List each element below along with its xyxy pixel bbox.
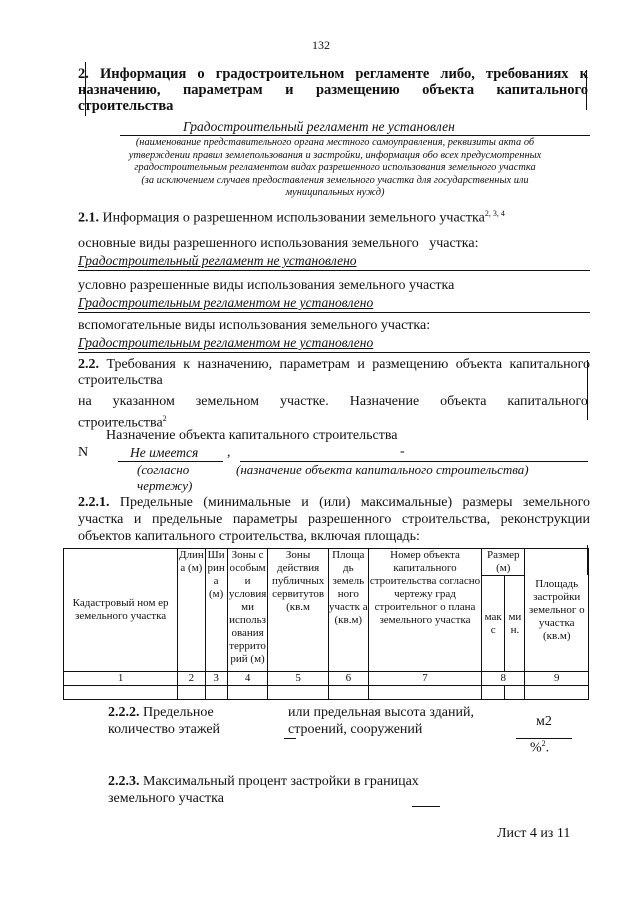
column-number: 9 — [525, 672, 589, 686]
page-number: 132 — [312, 38, 330, 52]
main-use-label: основные виды разрешенного использования земельного участка: — [78, 236, 479, 251]
column-number: 1 — [64, 672, 178, 686]
column-number: 6 — [328, 672, 368, 686]
col-header-length: Длин а (м) — [178, 549, 205, 672]
section-2-title-line3: строительства — [78, 98, 174, 114]
conditional-use-line — [78, 312, 590, 313]
section-2-2-word: на — [78, 394, 92, 409]
section-2-1-heading: 2.1. Информация о разрешенном использовании земельного участка$^{2, 3, 4}$ — [78, 209, 505, 226]
note-left: (согласно чертежу) — [137, 462, 193, 493]
n-comma: , — [227, 445, 231, 460]
section-2-2-word: капитального — [507, 394, 588, 409]
auxiliary-use-label: вспомогательные виды использования земельного участка: — [78, 318, 431, 333]
section-2-2-3-label: 2.2.3. Максимальный процент застройки в границах земельного участка — [108, 774, 419, 806]
percent-value-line — [412, 806, 440, 807]
column-number: 7 — [368, 672, 481, 686]
col-header-area: Площа дь земель ного участк а (кв.м) — [328, 549, 368, 672]
sheet-counter: Лист 4 из 11 — [497, 826, 571, 841]
col-header-max: мак с — [482, 576, 505, 672]
conditional-use-value: Градостроительным регламентом не установлено — [78, 295, 374, 310]
col-header-min: ми н. — [505, 576, 525, 672]
regulation-caption: (наименование представительного органа местного самоуправления, реквизиты акта об утверждении правил землепользования и застройки, информация обо всех предусмотренных градостроительным регламентом видах разрешенного использования земельного участка (за исключением случаев предоставления земельного участка для государственных или муниципальных нужд) — [128, 137, 542, 199]
col-header-width: Ши рин а (м) — [205, 549, 227, 672]
section-2-2-word: Назначение — [349, 394, 420, 409]
parameters-table — [63, 548, 589, 700]
col-header-object-number: Номер объекта капитального строительства согласно чертежу град строительног о плана земельного участка — [368, 549, 481, 672]
n-label: N — [78, 445, 89, 460]
section-2-2-2-middle: или предельная высота зданий, строений, сооружений — [288, 705, 474, 737]
unit-m2: м2 — [536, 714, 552, 729]
col-header-cadastral: Кадастровый ном ер земельного участка — [64, 549, 178, 672]
height-underline — [284, 738, 296, 739]
section-2-2-text: на указанном земельном участке. Назначение объекта капитального строительства$^2$ — [78, 394, 588, 431]
section-2-2-heading: 2.2. Требования к назначению, параметрам и размещению объекта капитального строительства — [78, 357, 590, 388]
section-2-2-word: земельном — [195, 394, 260, 409]
col-header-built-area: Площадь застройки земельног о участка (кв.м) — [525, 549, 589, 672]
column-number: 8 — [482, 672, 525, 686]
col-header-zones: Зоны с особым и условия ми использ ования террито рий (м) — [227, 549, 268, 672]
col-header-size: Размер (м) — [482, 549, 525, 576]
main-use-line — [78, 270, 590, 271]
auxiliary-use-value: Градостроительным регламентом не установлено — [78, 335, 374, 350]
regulation-value: Градостроительный регламент не установлен — [183, 119, 455, 134]
section-2-number: 2. — [78, 66, 89, 82]
footnote-ref: 2, 3, 4 — [484, 209, 505, 218]
conditional-use-label: условно разрешенные виды использования земельного участка — [78, 278, 455, 293]
column-number: 3 — [205, 672, 227, 686]
section-2-2-word: указанном — [112, 394, 175, 409]
col-header-servitude: Зоны действия публичных сервитутов (кв.м — [268, 549, 328, 672]
purpose-dash: - — [400, 444, 405, 459]
column-number: 5 — [268, 672, 328, 686]
main-use-value: Градостроительный регламент не установлено — [78, 253, 357, 268]
column-number: 4 — [227, 672, 268, 686]
purpose-heading: Назначение объекта капитального строительства — [106, 428, 398, 443]
regulation-underline — [120, 135, 590, 136]
section-2-2-word: объекта — [440, 394, 487, 409]
note-right: (назначение объекта капитального строительства) — [236, 462, 529, 477]
unit-percent: %$^2$. — [530, 739, 550, 756]
section-2-2-2-label: 2.2.2. Предельное количество этажей — [108, 705, 221, 737]
n-value: Не имеется — [130, 445, 199, 460]
footnote-ref: 2 — [162, 414, 167, 423]
section-2-title-line2: назначению, параметрам и размещению объекта капитального — [78, 82, 588, 98]
section-2-2-word: участке. — [279, 394, 329, 409]
table-row — [64, 686, 589, 700]
section-2-heading: 2. Информация о градостроительном регламенте либо, требованиях к назначению, параметрам и размещению объекта капитального строительства — [78, 66, 589, 114]
section-2-2-1-text: 2.2.1. Предельные (минимальные и (или) максимальные) размеры земельного участка и предельные параметры разрешенного строительства, реконструкции объектов капитального строительства, включая площадь: — [78, 495, 591, 544]
table-number-row — [64, 672, 589, 686]
column-number: 2 — [178, 672, 205, 686]
auxiliary-use-line — [78, 352, 590, 353]
percent-overline — [516, 738, 572, 739]
